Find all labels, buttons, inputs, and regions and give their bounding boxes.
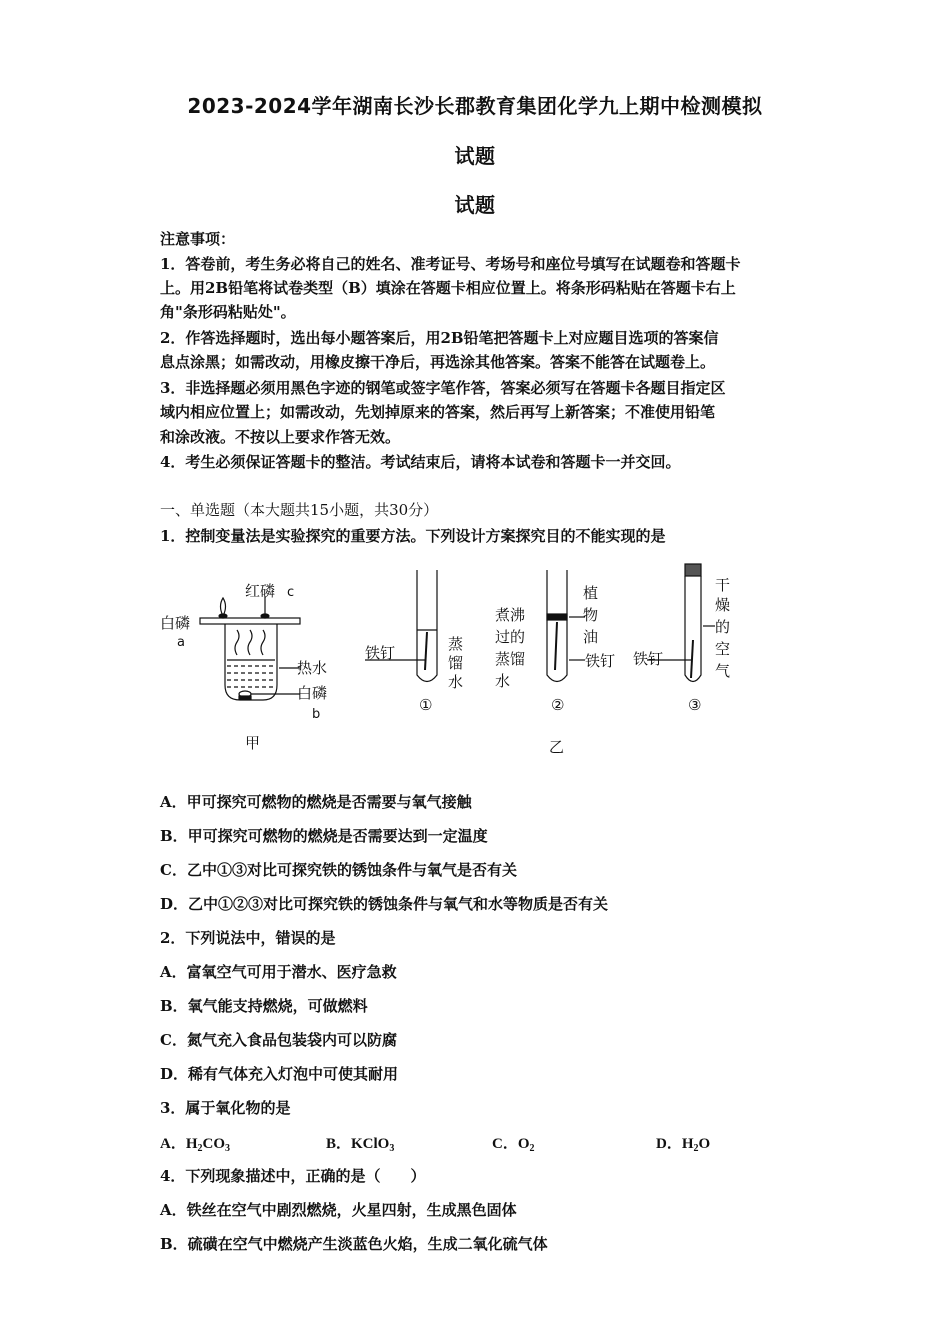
q2-option-c: C．氮气充入食品包装袋内可以防腐 bbox=[160, 1031, 397, 1049]
notice-line: 上。用2B铅笔将试卷类型（B）填涂在答题卡相应位置上。将条形码粘贴在答题卡右上 bbox=[160, 279, 736, 297]
tube-2-water-line2: 过的 bbox=[495, 628, 526, 646]
q1-option-b: B．甲可探究可燃物的燃烧是否需要达到一定温度 bbox=[160, 827, 488, 845]
q2-option-a: A．富氧空气可用于潜水、医疗急救 bbox=[160, 963, 397, 981]
tube-2-oil-line1: 植 bbox=[583, 584, 599, 602]
tube-1-nail: 铁钉 bbox=[365, 644, 396, 662]
tube-2-water-line1: 煮沸 bbox=[495, 606, 526, 624]
tube-1-number: ① bbox=[419, 696, 433, 714]
label-jia: 甲 bbox=[245, 734, 261, 752]
tube-1-water-label: 蒸馏水 bbox=[446, 636, 464, 693]
tube-2-water-line4: 水 bbox=[495, 672, 511, 690]
notice-line: 4．考生必须保证答题卡的整洁。考试结束后，请将本试卷和答题卡一并交回。 bbox=[160, 453, 681, 471]
label-white-phosphorus-bottom: 白磷 bbox=[297, 684, 328, 702]
tube-2 bbox=[547, 570, 585, 682]
notice-heading: 注意事项： bbox=[160, 230, 236, 248]
label-hot-water: 热水 bbox=[297, 659, 328, 677]
tube-3-air-line2: 燥 bbox=[715, 596, 731, 614]
exam-title-line2: 试题 bbox=[454, 144, 496, 168]
label-b: b bbox=[312, 707, 321, 722]
q3-option-c: C．$O_2$ bbox=[492, 1136, 535, 1154]
question-2-stem: 2．下列说法中，错误的是 bbox=[160, 929, 336, 947]
label-red-phosphorus: 红磷 bbox=[245, 582, 276, 600]
tube-2-nail: 铁钉 bbox=[585, 652, 616, 670]
q4-option-b: B．硫磺在空气中燃烧产生淡蓝色火焰，生成二氧化硫气体 bbox=[160, 1235, 548, 1253]
q3-option-b: B．KClO$_3$ bbox=[326, 1136, 395, 1154]
q3-option-a: A．$H_2CO_3$ bbox=[160, 1136, 231, 1154]
tube-3-air-line5: 气 bbox=[715, 662, 731, 680]
tube-3-air-line1: 干 bbox=[715, 576, 731, 594]
label-white-phosphorus-top: 白磷 bbox=[160, 614, 191, 632]
question-4-stem: 4．下列现象描述中，正确的是（ ） bbox=[160, 1167, 426, 1185]
exam-title: 2023-2024学年湖南长沙长郡教育集团化学九上期中检测模拟 bbox=[187, 94, 763, 118]
notice-line: 和涂改液。不按以上要求作答无效。 bbox=[160, 428, 401, 446]
exam-subtitle: 试题 bbox=[454, 193, 496, 217]
q2-option-d: D．稀有气体充入灯泡中可使其耐用 bbox=[160, 1065, 399, 1083]
notice-line: 域内相应位置上；如需改动，先划掉原来的答案，然后再写上新答案；不准使用铅笔 bbox=[160, 403, 716, 421]
q3-option-d: D．$H_2O$ bbox=[656, 1136, 711, 1154]
section-heading: 一、单选题（本大题共15小题，共30分） bbox=[160, 501, 439, 519]
q1-option-d: D．乙中①②③对比可探究铁的锈蚀条件与氧气和水等物质是否有关 bbox=[160, 895, 609, 913]
q1-option-a: A．甲可探究可燃物的燃烧是否需要与氧气接触 bbox=[160, 793, 472, 811]
question-3-stem: 3．属于氧化物的是 bbox=[160, 1099, 291, 1117]
tube-2-water-line3: 蒸馏 bbox=[495, 650, 526, 668]
label-yi: 乙 bbox=[549, 738, 565, 756]
notice-line: 2．作答选择题时，选出每小题答案后，用2B铅笔把答题卡上对应题目选项的答案信 bbox=[160, 329, 719, 347]
tube-3-air-line4: 空 bbox=[715, 640, 731, 658]
label-a: a bbox=[177, 635, 185, 650]
label-c: c bbox=[287, 585, 295, 600]
tube-2-number: ② bbox=[551, 696, 565, 714]
notice-line: 角"条形码粘贴处"。 bbox=[160, 303, 296, 321]
q2-option-b: B．氧气能支持燃烧，可做燃料 bbox=[160, 997, 368, 1015]
figure-jia bbox=[200, 596, 300, 700]
tube-3-nail: 铁钉 bbox=[633, 650, 664, 668]
notice-line: 息点涂黑；如需改动，用橡皮擦干净后，再选涂其他答案。答案不能答在试题卷上。 bbox=[160, 353, 716, 371]
experiment-figure bbox=[155, 560, 755, 760]
tube-2-oil-line2: 物 bbox=[583, 606, 599, 624]
notice-line: 1．答卷前，考生务必将自己的姓名、准考证号、考场号和座位号填写在试题卷和答题卡 bbox=[160, 255, 741, 273]
q1-option-c: C．乙中①③对比可探究铁的锈蚀条件与氧气是否有关 bbox=[160, 861, 517, 879]
question-1-stem: 1．控制变量法是实验探究的重要方法。下列设计方案探究目的不能实现的是 bbox=[160, 527, 666, 545]
tube-3-number: ③ bbox=[688, 696, 702, 714]
tube-2-oil-line3: 油 bbox=[583, 628, 599, 646]
tube-3-air-line3: 的 bbox=[715, 618, 731, 636]
q4-option-a: A．铁丝在空气中剧烈燃烧，火星四射，生成黑色固体 bbox=[160, 1201, 517, 1219]
tube-1 bbox=[365, 570, 437, 682]
notice-line: 3．非选择题必须用黑色字迹的钢笔或签字笔作答，答案必须写在答题卡各题目指定区 bbox=[160, 379, 726, 397]
